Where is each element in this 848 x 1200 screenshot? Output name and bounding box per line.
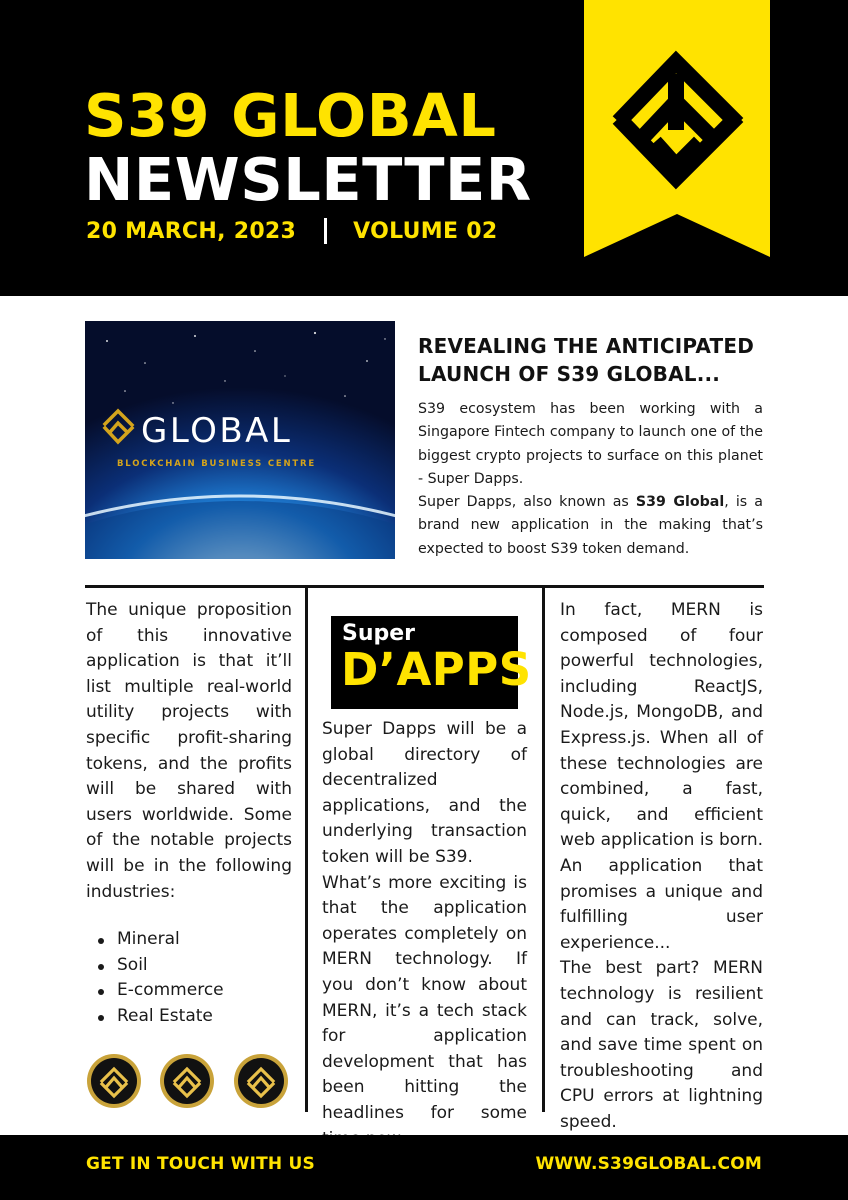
column3-paragraph-2: The best part? MERN technology is resilient and can track, solve, and save time spent on troubleshooting and CPU errors at lightning speed. bbox=[560, 958, 763, 1132]
newsletter-title-line2: NEWSLETTER bbox=[84, 145, 532, 214]
super-dapps-logo bbox=[331, 616, 532, 709]
industry-item: Mineral bbox=[96, 927, 292, 953]
section-divider bbox=[85, 585, 764, 588]
super-dapps-logo-top: Super bbox=[342, 621, 416, 646]
intro-paragraph-2 bbox=[418, 491, 763, 561]
column-divider-2 bbox=[542, 585, 545, 1112]
contact-cta: GET IN TOUCH WITH US bbox=[86, 1154, 315, 1174]
intro-paragraph-1: S39 ecosystem has been working with a Singapore Fintech company to launch one of the biggest crypto projects to surface on this planet - Super Dapps. bbox=[418, 401, 763, 487]
s39-coin-icon bbox=[233, 1053, 289, 1109]
column3-paragraph-1: In fact, MERN is composed of four powerful technologies, including ReactJS, Node.js, MongoDB, and Express.js. When all of these technologies are combined, a fast, quick, and efficient web application is born. An application that promises a unique and fulfilling user experience... bbox=[560, 600, 763, 953]
intro-paragraph-2-lead: Super Dapps, also known as bbox=[418, 494, 636, 511]
meta-divider bbox=[324, 218, 327, 244]
s39-coin-icon bbox=[86, 1053, 142, 1109]
website-link[interactable]: WWW.S39GLOBAL.COM bbox=[535, 1154, 762, 1174]
s39-global-hero-image bbox=[85, 321, 395, 559]
column-divider-1 bbox=[305, 585, 308, 1112]
intro-paragraph-2-rest: , is a brand new application in the making that’s expected to boost S39 token demand. bbox=[418, 494, 763, 557]
s39-coin-icon bbox=[159, 1053, 215, 1109]
column2-paragraph-1: Super Dapps will be a global directory of decentralized applications, and the underlying transaction token will be S39. bbox=[322, 719, 527, 867]
industry-item: E-commerce bbox=[96, 978, 292, 1004]
column-3 bbox=[560, 598, 763, 1135]
hero-logo-text: GLOBAL bbox=[141, 411, 293, 451]
column-1 bbox=[86, 598, 292, 1030]
column-2 bbox=[322, 717, 527, 1152]
super-dapps-logo-main: D’APPS bbox=[341, 643, 532, 696]
hero-tagline: BLOCKCHAIN BUSINESS CENTRE bbox=[117, 459, 316, 469]
industry-item: Real Estate bbox=[96, 1004, 292, 1030]
industries-list bbox=[86, 927, 292, 1029]
column1-text: The unique proposition of this innovative application is that it’ll list multiple real-world utility projects with specific profit-sharing tokens, and the profits will be shared with users worldwide. Some of the notable projects will be in the following industries: bbox=[86, 600, 292, 902]
issue-volume: VOLUME 02 bbox=[353, 218, 498, 244]
column2-paragraph-2: What’s more exciting is that the application operates completely on MERN technology. If you don’t know about MERN, it’s a tech stack for application development that has been hitting the headlines for some bbox=[322, 872, 527, 1123]
intro-heading: REVEALING THE ANTICIPATED LAUNCH OF S39 GLOBAL... bbox=[418, 334, 755, 386]
issue-date: 20 MARCH, 2023 bbox=[86, 218, 297, 244]
intro-body bbox=[418, 398, 763, 561]
intro-s39-global-emphasis: S39 Global bbox=[635, 494, 725, 511]
newsletter-header bbox=[0, 0, 848, 296]
industry-item: Soil bbox=[96, 953, 292, 979]
issue-meta bbox=[86, 218, 497, 244]
s39-logo-banner-icon bbox=[584, 0, 770, 257]
newsletter-title-line1: S39 GLOBAL bbox=[84, 81, 497, 150]
newsletter-footer bbox=[0, 1135, 848, 1200]
